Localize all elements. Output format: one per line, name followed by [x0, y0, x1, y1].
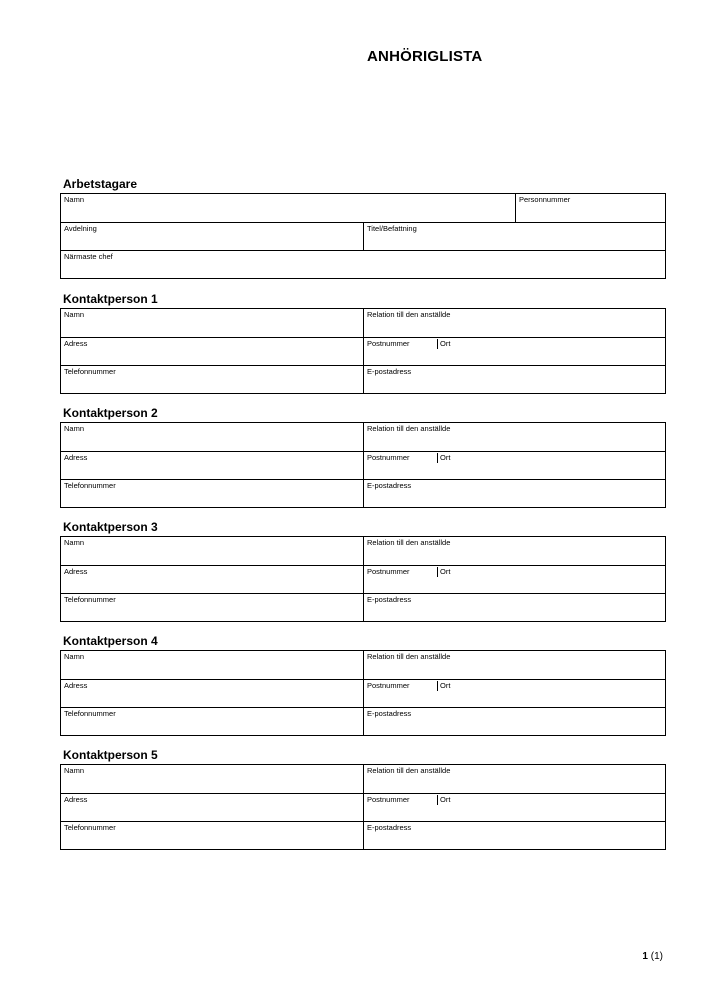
contact-4-row-3 — [61, 707, 665, 735]
contact-1-postal-code-label: Postnummer — [367, 339, 410, 348]
contact-5-email-label: E-postadress — [367, 823, 412, 832]
contact-5-city-label: Ort — [440, 795, 451, 804]
contact-2-address-label: Adress — [64, 453, 88, 462]
contact-4-name-field[interactable] — [61, 651, 363, 679]
contact-5-address-label: Adress — [64, 795, 88, 804]
contact-3-phone-field[interactable] — [61, 594, 363, 621]
contact-1-city-field[interactable] — [437, 338, 665, 365]
contact-4-phone-label: Telefonnummer — [64, 709, 116, 718]
employee-job-title-field[interactable] — [363, 223, 665, 250]
contact-4-form — [60, 650, 666, 736]
contact-4-name-label: Namn — [64, 652, 85, 661]
contact-3-row-2 — [61, 565, 665, 593]
contact-3-city-field[interactable] — [437, 566, 665, 593]
contact-4-city-divider — [437, 681, 438, 691]
page-current: 1 — [642, 951, 648, 962]
contact-1-email-label: E-postadress — [367, 367, 412, 376]
contact-2-name-field[interactable] — [61, 423, 363, 451]
contact-3-city-divider — [437, 567, 438, 577]
contact-3-phone-label: Telefonnummer — [64, 595, 116, 604]
contact-5-name-field[interactable] — [61, 765, 363, 793]
contact-1-city-divider — [437, 339, 438, 349]
employee-name-label: Namn — [64, 195, 85, 204]
contact-2-relation-label: Relation till den anställde — [367, 424, 451, 433]
contact-5-form — [60, 764, 666, 850]
contact-1-address-label: Adress — [64, 339, 88, 348]
contact-4-row-2 — [61, 679, 665, 707]
employee-form — [60, 193, 666, 279]
contact-5-address-field[interactable] — [61, 794, 363, 821]
contact-1-relation-label: Relation till den anställde — [367, 310, 451, 319]
contact-2-address-field[interactable] — [61, 452, 363, 479]
contact-5-postal-code-field[interactable] — [363, 794, 437, 821]
employee-manager-label: Närmaste chef — [64, 252, 113, 261]
contact-5-name-label: Namn — [64, 766, 85, 775]
contact-3-postal-code-label: Postnummer — [367, 567, 410, 576]
employee-row-1 — [61, 194, 665, 222]
contact-3-heading: Kontaktperson 3 — [63, 520, 158, 534]
contact-2-city-label: Ort — [440, 453, 451, 462]
contact-4-row-1 — [61, 651, 665, 679]
contact-3-row-3 — [61, 593, 665, 621]
contact-2-phone-field[interactable] — [61, 480, 363, 507]
contact-5-heading: Kontaktperson 5 — [63, 748, 158, 762]
employee-personal-number-label: Personnummer — [519, 195, 571, 204]
contact-1-address-field[interactable] — [61, 338, 363, 365]
contact-3-email-label: E-postadress — [367, 595, 412, 604]
contact-3-form — [60, 536, 666, 622]
contact-5-email-field[interactable] — [363, 822, 665, 849]
contact-1-phone-label: Telefonnummer — [64, 367, 116, 376]
contact-2-heading: Kontaktperson 2 — [63, 406, 158, 420]
contact-4-postal-code-field[interactable] — [363, 680, 437, 707]
employee-section-heading: Arbetstagare — [63, 177, 138, 191]
page-title: ANHÖRIGLISTA — [367, 48, 483, 65]
employee-name-field[interactable] — [61, 194, 515, 222]
contact-1-postal-code-field[interactable] — [363, 338, 437, 365]
contact-5-row-2 — [61, 793, 665, 821]
contact-4-city-label: Ort — [440, 681, 451, 690]
contact-1-city-label: Ort — [440, 339, 451, 348]
contact-3-email-field[interactable] — [363, 594, 665, 621]
contact-5-phone-field[interactable] — [61, 822, 363, 849]
contact-5-phone-label: Telefonnummer — [64, 823, 116, 832]
contact-5-city-divider — [437, 795, 438, 805]
contact-1-row-2 — [61, 337, 665, 365]
contact-5-postal-code-label: Postnummer — [367, 795, 410, 804]
contact-5-city-field[interactable] — [437, 794, 665, 821]
contact-4-postal-code-label: Postnummer — [367, 681, 410, 690]
contact-3-name-field[interactable] — [61, 537, 363, 565]
contact-5-row-3 — [61, 821, 665, 849]
employee-department-field[interactable] — [61, 223, 363, 250]
contact-1-relation-field[interactable] — [363, 309, 665, 337]
contact-2-row-3 — [61, 479, 665, 507]
contact-2-city-divider — [437, 453, 438, 463]
contact-1-row-1 — [61, 309, 665, 337]
contact-2-postal-code-field[interactable] — [363, 452, 437, 479]
page-number — [642, 951, 663, 962]
employee-job-title-label: Titel/Befattning — [367, 224, 417, 233]
contact-5-relation-field[interactable] — [363, 765, 665, 793]
contact-3-relation-label: Relation till den anställde — [367, 538, 451, 547]
contact-4-phone-field[interactable] — [61, 708, 363, 735]
contact-4-address-label: Adress — [64, 681, 88, 690]
contact-4-heading: Kontaktperson 4 — [63, 634, 158, 648]
contact-3-name-label: Namn — [64, 538, 85, 547]
contact-3-row-1 — [61, 537, 665, 565]
contact-4-email-field[interactable] — [363, 708, 665, 735]
contact-2-email-label: E-postadress — [367, 481, 412, 490]
contact-4-address-field[interactable] — [61, 680, 363, 707]
contact-3-relation-field[interactable] — [363, 537, 665, 565]
contact-2-email-field[interactable] — [363, 480, 665, 507]
contact-1-row-3 — [61, 365, 665, 393]
contact-1-name-field[interactable] — [61, 309, 363, 337]
contact-4-city-field[interactable] — [437, 680, 665, 707]
contact-5-relation-label: Relation till den anställde — [367, 766, 451, 775]
contact-2-city-field[interactable] — [437, 452, 665, 479]
contact-2-relation-field[interactable] — [363, 423, 665, 451]
contact-1-name-label: Namn — [64, 310, 85, 319]
contact-4-relation-field[interactable] — [363, 651, 665, 679]
contact-5-row-1 — [61, 765, 665, 793]
contact-2-postal-code-label: Postnummer — [367, 453, 410, 462]
contact-1-form — [60, 308, 666, 394]
contact-3-address-field[interactable] — [61, 566, 363, 593]
contact-2-name-label: Namn — [64, 424, 85, 433]
employee-row-3 — [61, 250, 665, 278]
page-total: (1) — [650, 951, 663, 962]
contact-2-phone-label: Telefonnummer — [64, 481, 116, 490]
contact-1-email-field[interactable] — [363, 366, 665, 393]
employee-row-2 — [61, 222, 665, 250]
contact-2-row-1 — [61, 423, 665, 451]
employee-manager-field[interactable] — [61, 251, 665, 278]
contact-3-postal-code-field[interactable] — [363, 566, 437, 593]
contact-3-city-label: Ort — [440, 567, 451, 576]
contact-4-relation-label: Relation till den anställde — [367, 652, 451, 661]
contact-2-form — [60, 422, 666, 508]
employee-personal-number-field[interactable] — [515, 194, 665, 222]
contact-3-address-label: Adress — [64, 567, 88, 576]
contact-1-heading: Kontaktperson 1 — [63, 292, 158, 306]
contact-2-row-2 — [61, 451, 665, 479]
contact-4-email-label: E-postadress — [367, 709, 412, 718]
employee-department-label: Avdelning — [64, 224, 97, 233]
contact-1-phone-field[interactable] — [61, 366, 363, 393]
